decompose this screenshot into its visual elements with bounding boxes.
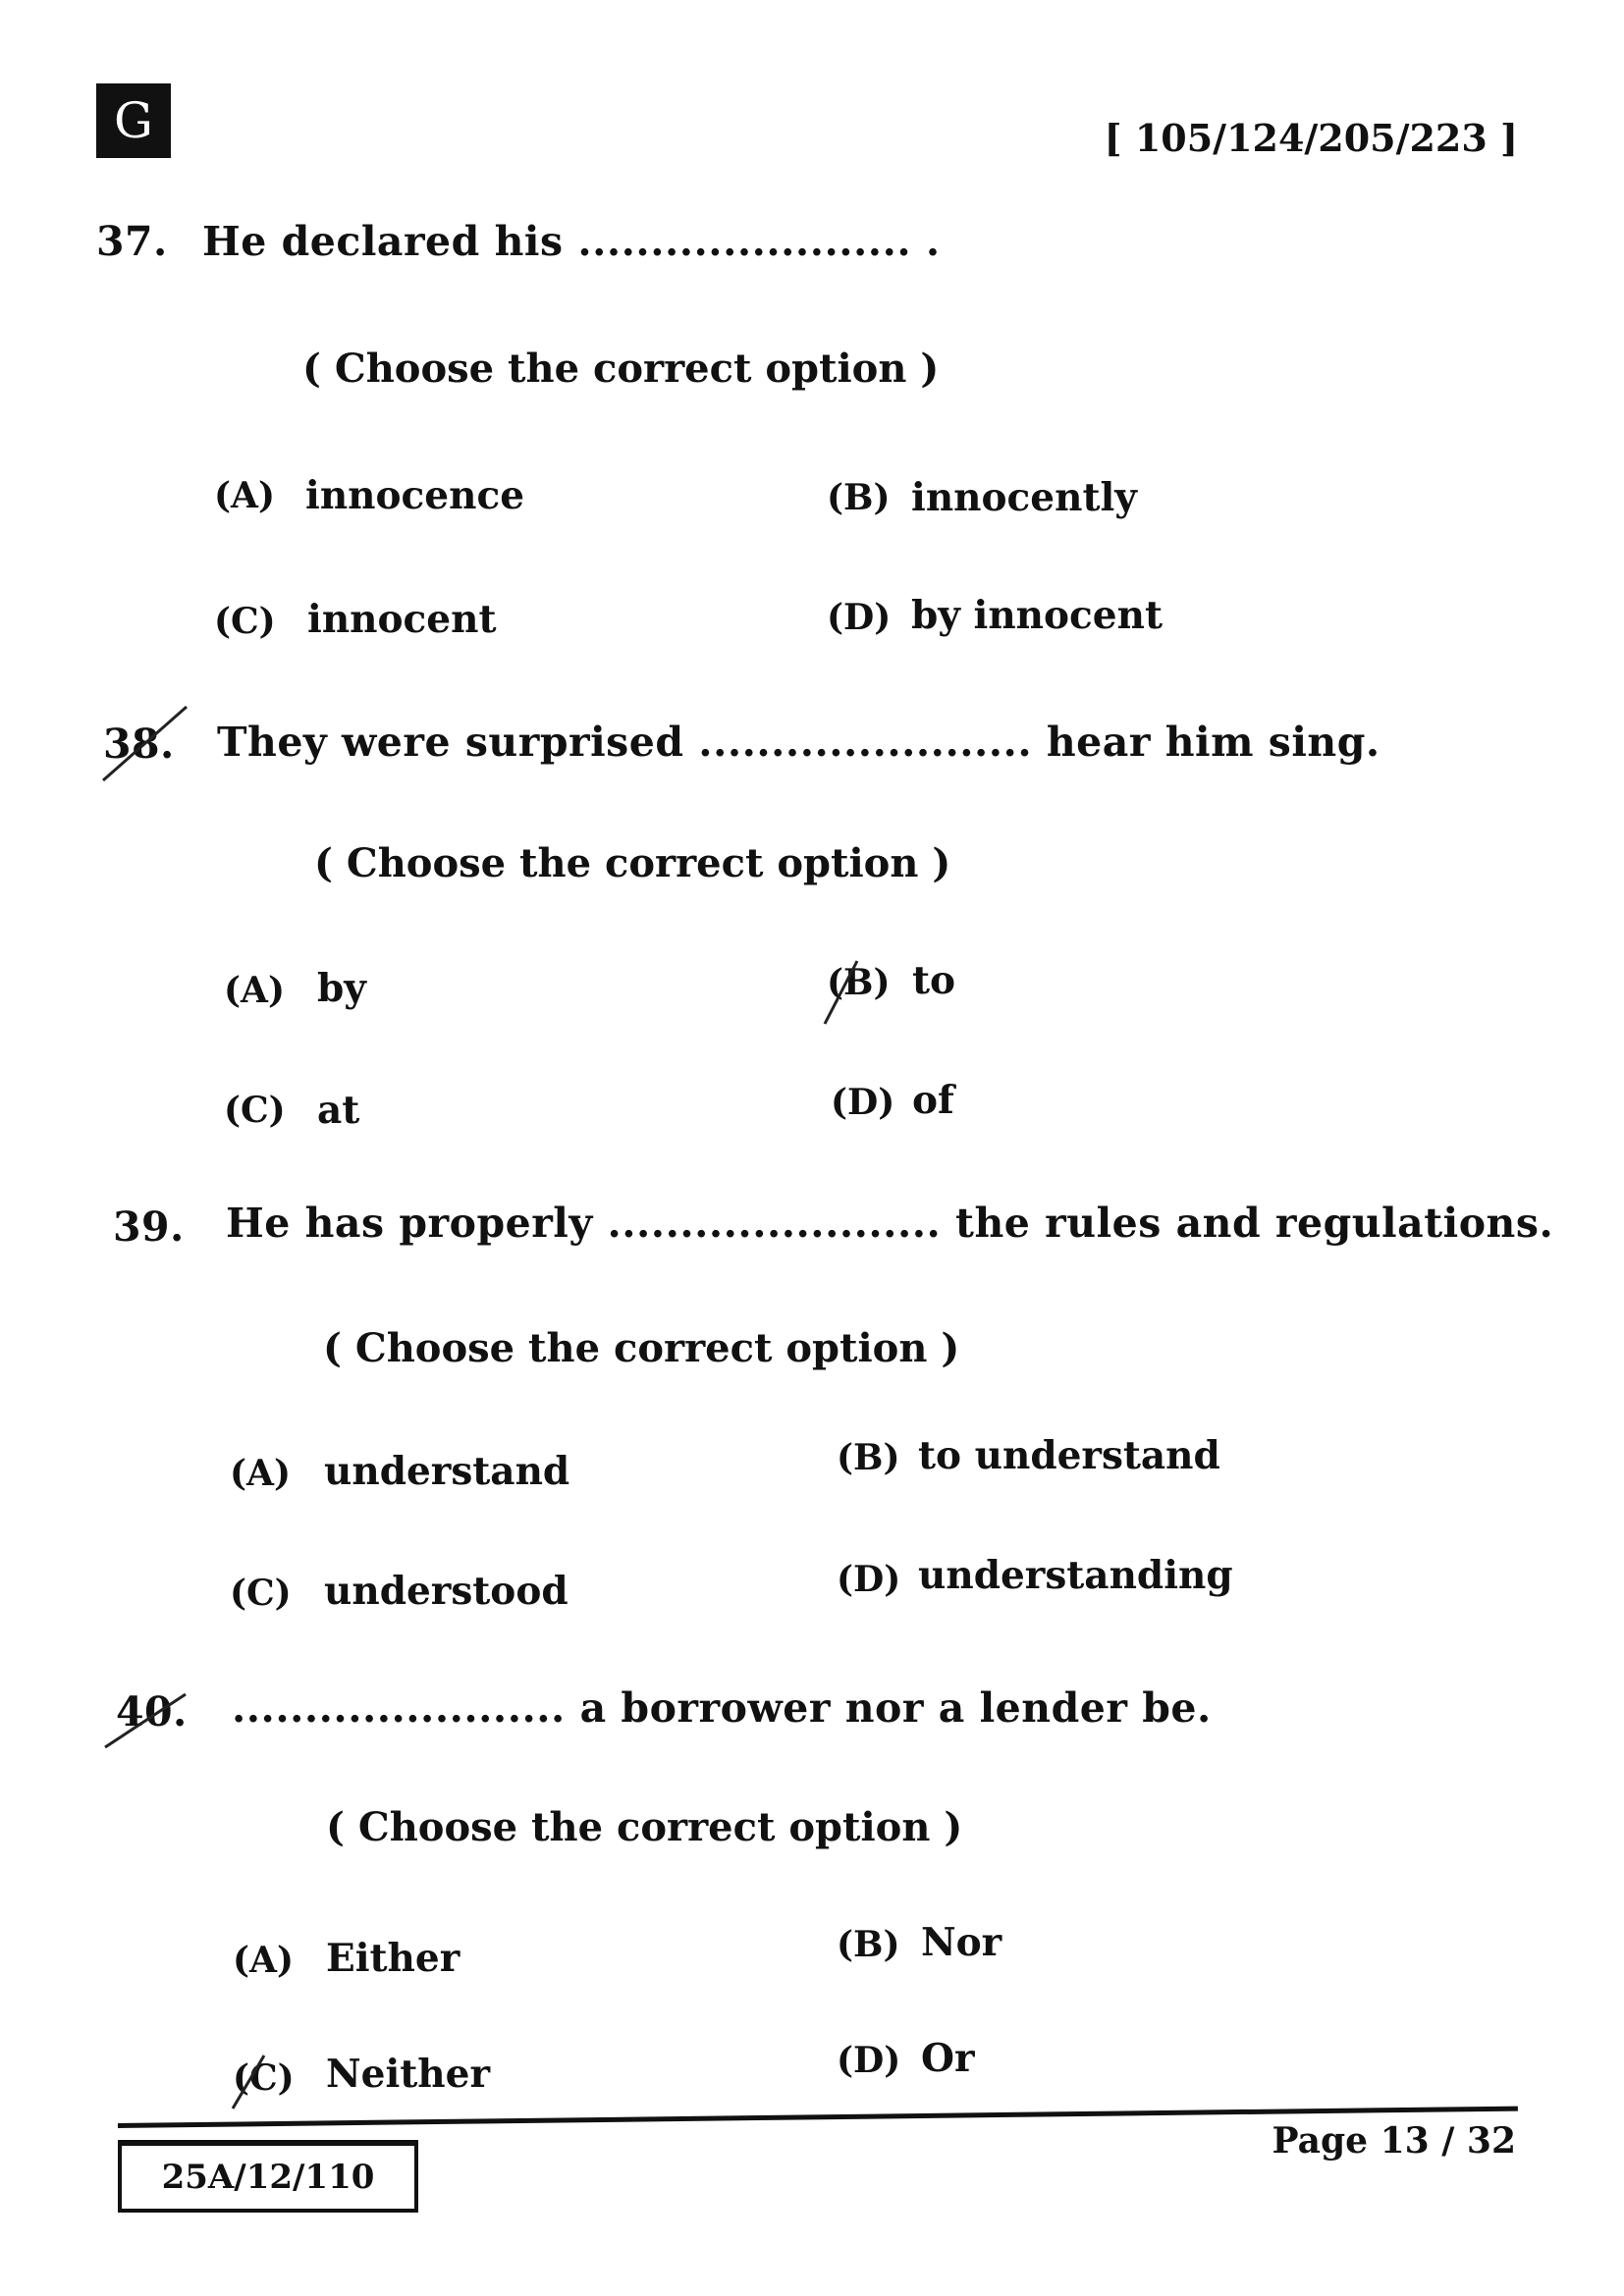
- question-number: 39.: [113, 1203, 185, 1251]
- option-text: by innocent: [911, 593, 1163, 638]
- booklet-code: 25A/12/110: [118, 2140, 418, 2213]
- option-text: understanding: [918, 1553, 1233, 1598]
- set-letter-badge: G: [96, 83, 171, 158]
- question-text: He declared his ....................... .: [202, 218, 941, 265]
- question-text: They were surprised ....................... hear him sing.: [217, 719, 1380, 766]
- question-number: 38.: [103, 721, 175, 768]
- option-label: (A): [230, 1453, 291, 1494]
- page-number: Page 13 / 32: [1272, 2120, 1516, 2162]
- option-text: by: [317, 966, 366, 1011]
- option-text: to understand: [918, 1433, 1220, 1478]
- option-text: Neither: [326, 2052, 491, 2097]
- option-text: understood: [324, 1569, 568, 1614]
- option-label: (D): [831, 1082, 895, 1123]
- option-label: (B): [827, 477, 891, 518]
- option-label: (C): [230, 1573, 292, 1614]
- question-number: 40.: [116, 1688, 188, 1735]
- pencil-answer-mark: [823, 957, 862, 1026]
- instruction: ( Choose the correct option ): [326, 1804, 963, 1850]
- option-label: (C): [214, 601, 276, 642]
- option-label: (A): [224, 970, 285, 1011]
- option-text: innocent: [307, 597, 497, 642]
- option-text: to: [912, 958, 956, 1003]
- option-text: innocently: [911, 475, 1137, 520]
- question-text: ....................... a borrower nor a lender be.: [232, 1684, 1212, 1732]
- option-text: innocence: [305, 473, 525, 518]
- option-text: understand: [324, 1449, 570, 1494]
- question-text: He has properly ....................... the rules and regulations.: [226, 1200, 1554, 1247]
- option-text: of: [912, 1078, 954, 1123]
- option-label: (C): [224, 1090, 286, 1131]
- option-label: (C): [233, 2057, 295, 2099]
- pencil-tick-mark: [102, 1690, 190, 1749]
- instruction: ( Choose the correct option ): [302, 346, 940, 392]
- option-label: (D): [837, 2040, 901, 2081]
- pencil-answer-mark: [231, 2052, 270, 2110]
- pencil-tick-mark: [98, 702, 191, 785]
- option-text: at: [317, 1088, 360, 1133]
- question-number: 37.: [96, 218, 168, 265]
- option-label: (D): [837, 1559, 901, 1600]
- instruction: ( Choose the correct option ): [314, 840, 951, 886]
- option-label: (A): [233, 1940, 294, 1981]
- option-text: Nor: [921, 1920, 1002, 1965]
- option-text: Either: [326, 1936, 460, 1981]
- option-label: (B): [837, 1924, 900, 1965]
- option-label: (B): [837, 1437, 900, 1478]
- paper-codes: [ 105/124/205/223 ]: [1104, 116, 1518, 160]
- instruction: ( Choose the correct option ): [323, 1325, 960, 1371]
- option-text: Or: [921, 2036, 975, 2081]
- option-label: (D): [827, 597, 892, 638]
- option-label: (A): [214, 475, 275, 516]
- option-label: (B): [827, 962, 891, 1003]
